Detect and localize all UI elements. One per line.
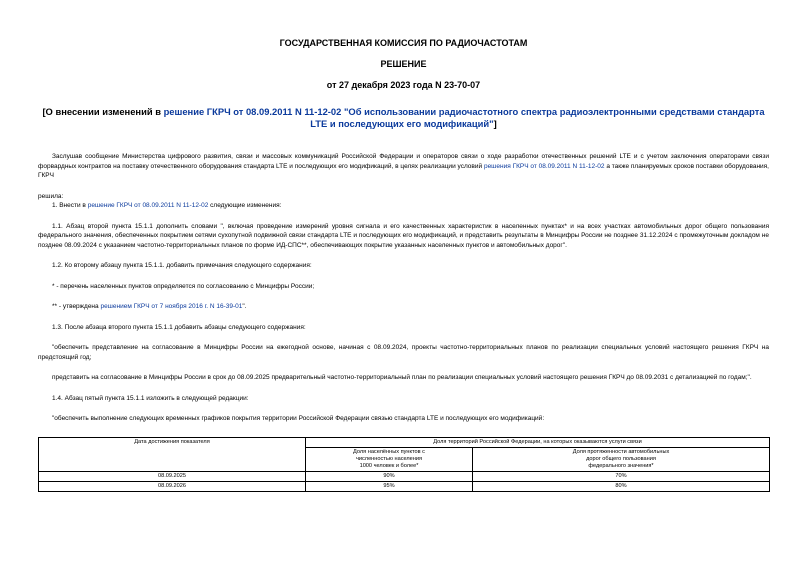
paragraph-item-1-2: 1.2. Ко второму абзацу пункта 15.1.1. добавить примечания следующего содержания: bbox=[52, 262, 312, 269]
header-date: Дата достижения показателя bbox=[39, 437, 306, 471]
doc-body bbox=[38, 152, 769, 424]
row-date: 08.09.2026 bbox=[39, 481, 306, 491]
paragraph-note-2: ** - утверждена решением ГКРЧ от 7 ноября 2016 г. N 16-39-01". bbox=[52, 303, 247, 310]
note-2-link[interactable]: решением ГКРЧ от 7 ноября 2016 г. N 16-39-01 bbox=[100, 303, 243, 310]
paragraph-item-1-4: 1.4. Абзац пятый пункта 15.1.1 изложить в следующей редакции: bbox=[52, 394, 249, 402]
header-settlements: Доля населённых пунктов с численностью населения 1000 человек и более* bbox=[306, 447, 473, 471]
preamble-link[interactable]: решения ГКРЧ от 08.09.2011 N 11-12-02 bbox=[483, 162, 605, 170]
row-settlements: 95% bbox=[306, 481, 473, 491]
row-roads: 70% bbox=[473, 471, 770, 481]
table-row bbox=[39, 471, 770, 481]
doc-title: [О внесении изменений в решение ГКРЧ от 08.09.2011 N 11-12-02 "Об использовании радиочастотного спектра радиоэлектронными средствами стандарта LTE и последующих его модификаций"] bbox=[42, 106, 765, 129]
paragraph-plans: "обеспечить представление на согласование в Минцифры России на ежегодной основе, начиная с 08.09.2024, проекты частотно-территориальных планов по реализации специальных условий настоящего решения ГКРЧ на предстоящий год; bbox=[38, 344, 769, 361]
title-link[interactable]: решение ГКРЧ от 08.09.2011 N 11-12-02 "Об использовании радиочастотного спектра радиоэлектронными средствами стандарта LTE и последующих его модификаций" bbox=[163, 106, 765, 129]
org-name: ГОСУДАРСТВЕННАЯ КОМИССИЯ ПО РАДИОЧАСТОТАМ bbox=[279, 38, 528, 48]
paragraph-item-1: 1. Внести в решение ГКРЧ от 08.09.2011 N 11-12-02 следующие изменения: bbox=[52, 202, 282, 209]
coverage-table bbox=[38, 437, 770, 492]
doc-date-number: от 27 декабря 2023 года N 23-70-07 bbox=[326, 80, 481, 90]
header-territory-share: Доля территорий Российской Федерации, на которых оказываются услуги связи bbox=[306, 437, 770, 447]
doc-type: РЕШЕНИЕ bbox=[380, 59, 427, 69]
row-settlements: 90% bbox=[306, 471, 473, 481]
paragraph-preliminary-plan: представить на согласование в Минцифры России в срок до 08.09.2025 предварительный частотно-территориальный план по реализации специальных условий настоящего решения ГКРЧ до 08.09.2031 с детализацией по годам;". bbox=[52, 374, 752, 381]
paragraph-item-1-1: 1.1. Абзац второй пункта 15.1.1 дополнить словами ", включая проведение измерений уровня сигнала и его качественных характеристик в населенных пунктах* и на всех участках автомобильных дорог общего пользования федерального значения, обеспеченных покрытием сетями сухопутной подвижной связи стандарта LTE и последующих его модификаций, и представить результаты в Минцифры России не позднее 31.12.2024 с промежуточным докладом не позднее 08.09.2024 с указанием частотно-территориальных планов по форме ИД-СПС**, обеспечивающих покрытие указанных населенных пунктов и автомобильных дорог". bbox=[38, 222, 769, 249]
header-roads: Доля протяженности автомобильных дорог общего пользования федерального значения* bbox=[473, 447, 770, 471]
paragraph-resolved: решила: bbox=[38, 192, 64, 200]
row-date: 08.09.2025 bbox=[39, 471, 306, 481]
item-1-link[interactable]: решение ГКРЧ от 08.09.2011 N 11-12-02 bbox=[87, 202, 209, 209]
paragraph-item-1-3: 1.3. После абзаца второго пункта 15.1.1 добавить абзацы следующего содержания: bbox=[52, 323, 306, 331]
paragraph-note-1: * - перечень населенных пунктов определяется по согласованию с Минцифры России; bbox=[52, 282, 315, 290]
row-roads: 80% bbox=[473, 481, 770, 491]
paragraph-schedule: "обеспечить выполнение следующих временных графиков покрытия территории Российской Федерации связью стандарта LTE и последующих его модификаций: bbox=[52, 415, 545, 422]
paragraph-preamble: Заслушав сообщение Министерства цифрового развития, связи и массовых коммуникаций Российской Федерации и операторов связи о ходе разработки отечественных решений LTE и с учетом заключения операторами связи форвардных контрактов на поставку отечественного оборудования стандарта LTE и последующих его модификаций, в целях реализации условий решения ГКРЧ от 08.09.2011 N 11-12-02 а также планируемых сроков поставки оборудования, ГКРЧ bbox=[38, 153, 769, 179]
table-row bbox=[39, 481, 770, 491]
